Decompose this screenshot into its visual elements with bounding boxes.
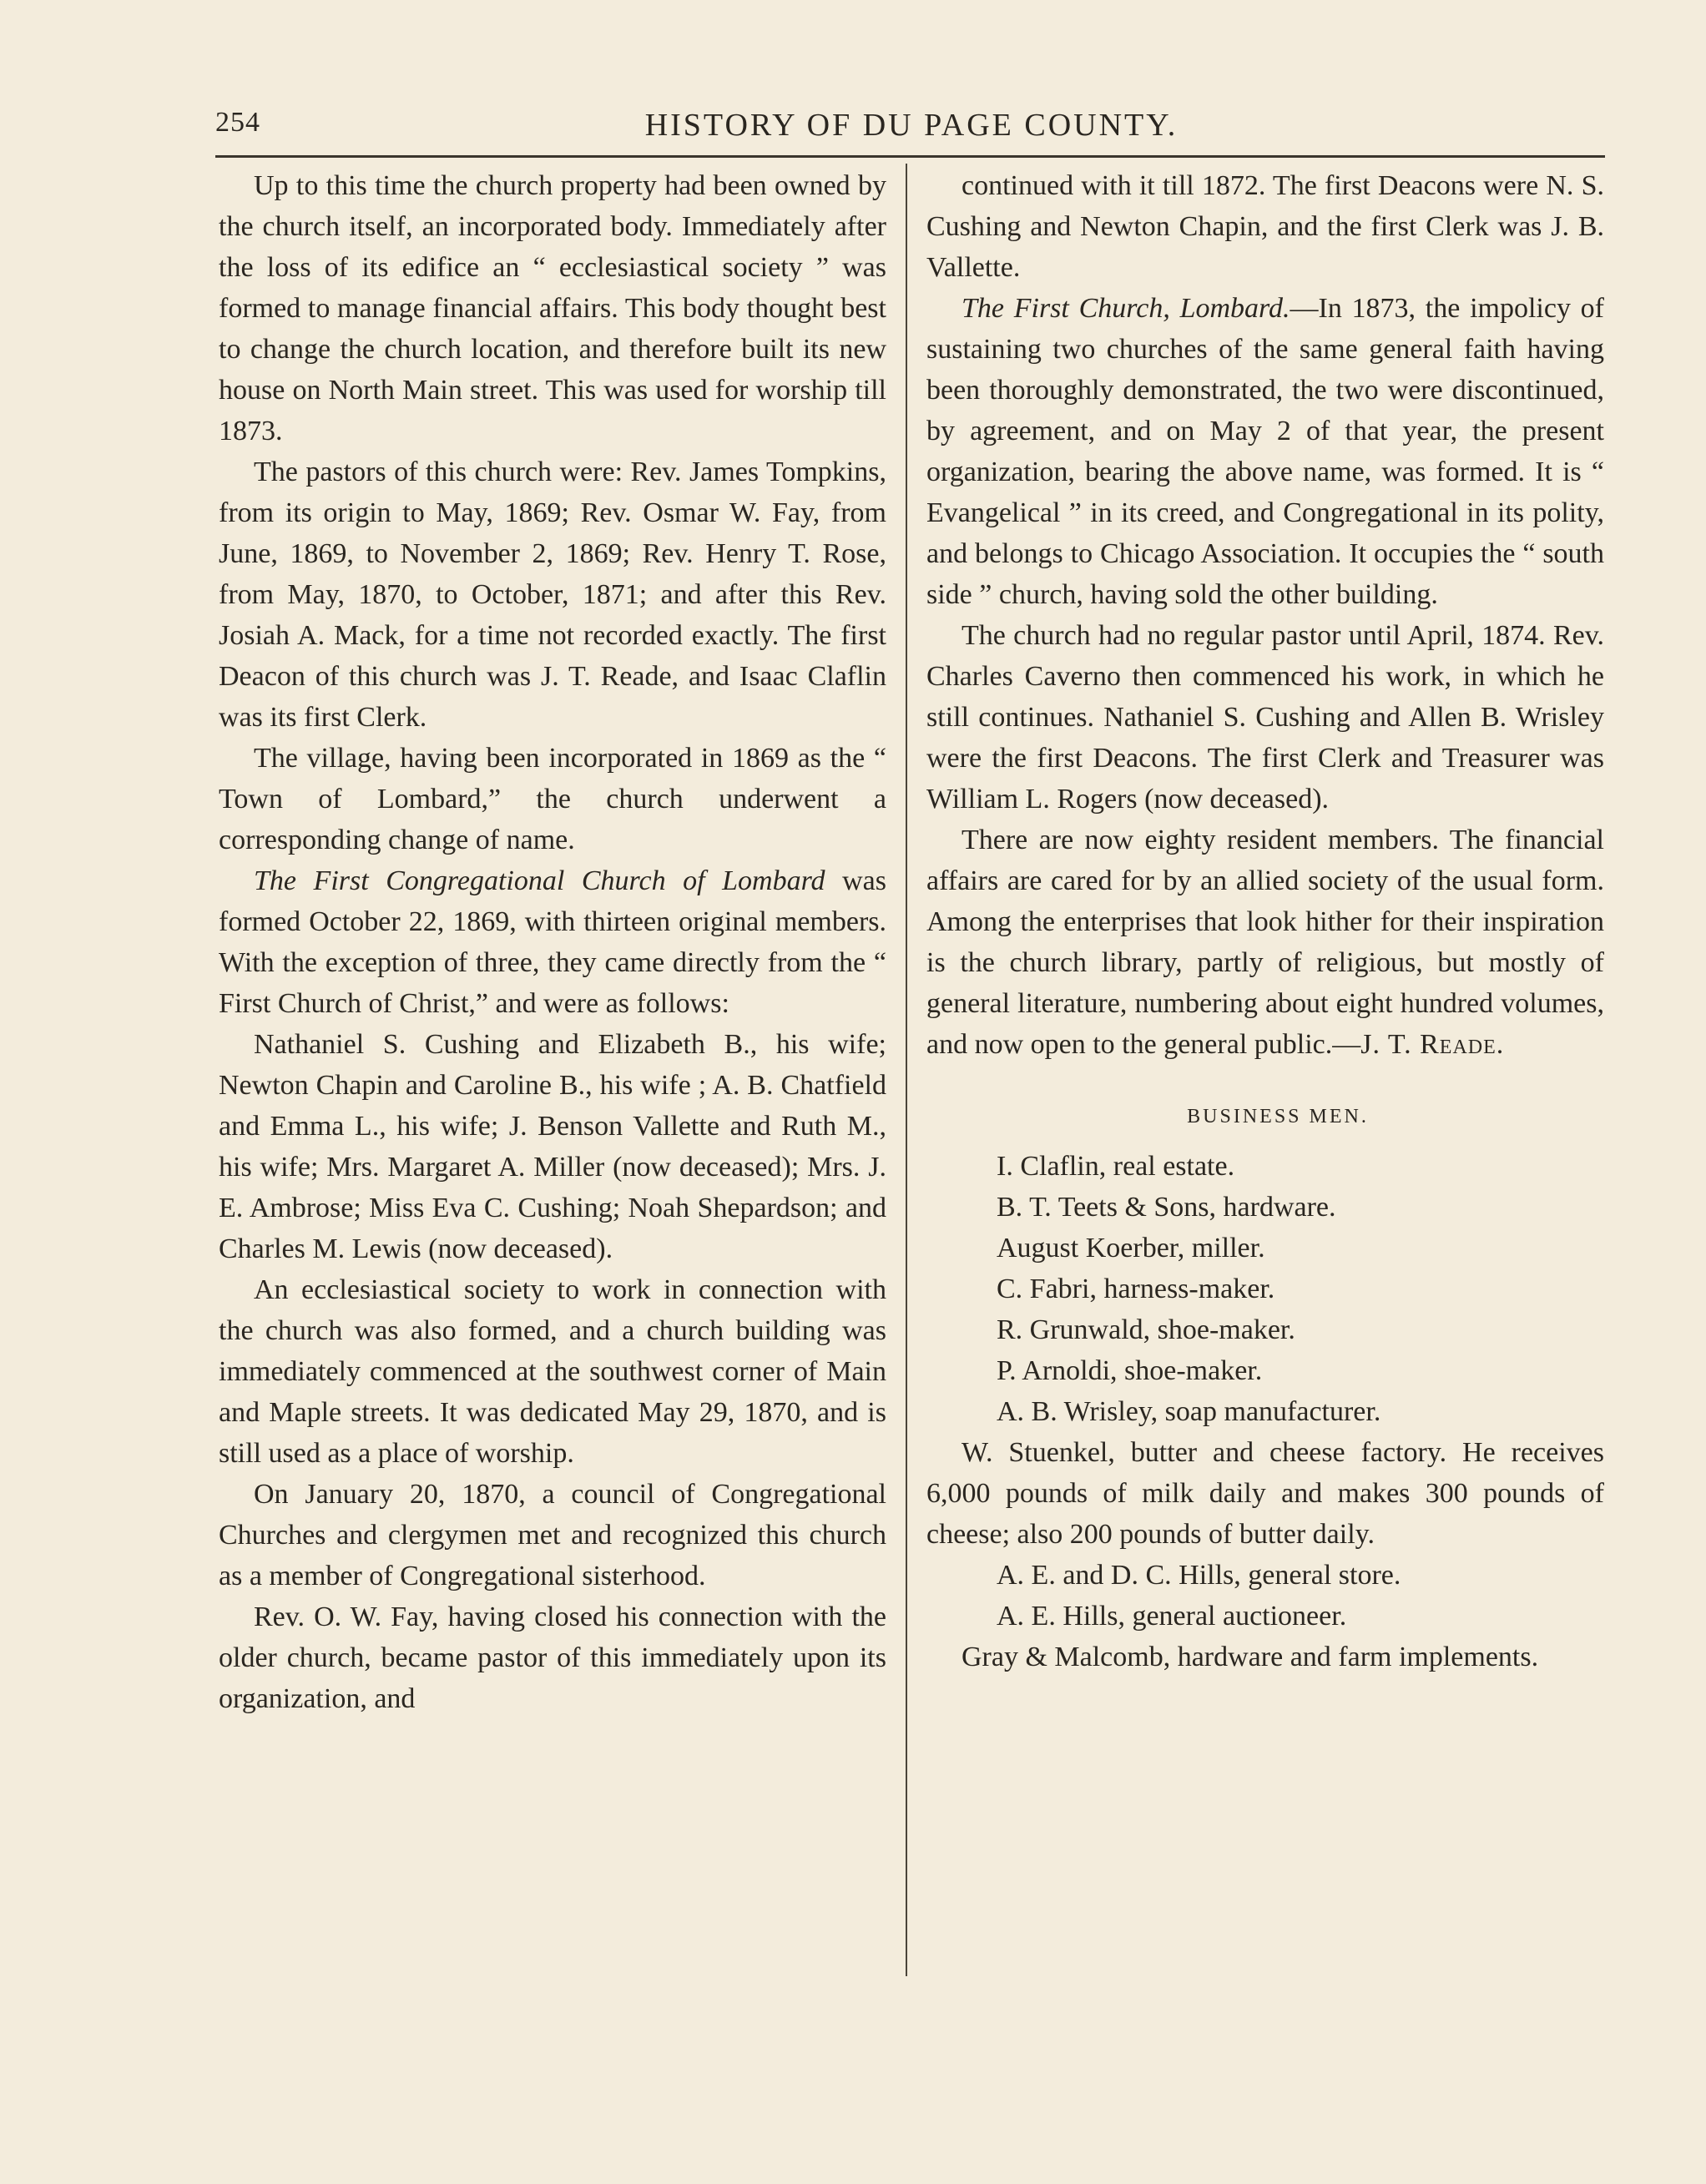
- list-item: A. E. Hills, general auctioneer.: [997, 1601, 1347, 1632]
- list-item: R. Grunwald, shoe-maker.: [997, 1314, 1295, 1345]
- list-item: C. Fabri, harness-maker.: [997, 1274, 1275, 1304]
- paragraph: The church had no regular pastor until April, 1874. Rev. Charles Caverno then commenced his work, in which he still continues. Nathaniel S. Cushing and Allen B. Wrisley were the first Deacons. The first Clerk and Treasurer was William L. Rogers (now deceased).: [926, 620, 1604, 815]
- church-name-italic: The First Church, Lombard.: [962, 293, 1290, 324]
- page-number: 254: [215, 107, 260, 138]
- paragraph: An ecclesiastical society to work in connection with the church was also formed, and a church building was immediately commenced at the southwest corner of Main and Maple streets. It was dedicated May 29, 1870, and is still used as a place of worship.: [219, 1274, 886, 1469]
- left-column: [219, 165, 886, 1719]
- paragraph: Nathaniel S. Cushing and Elizabeth B., his wife; Newton Chapin and Caroline B., his wife ; A. B. Chatfield and Emma L., his wife; J. Benson Vallette and Ruth M., his wife; Mrs. Margaret A. Miller (now deceased); Mrs. J. E. Ambrose; Miss Eva C. Cushing; Noah Shepardson; and Charles M. Lewis (now deceased).: [219, 1029, 886, 1264]
- list-item: Gray & Malcomb, hardware and farm implements.: [962, 1642, 1539, 1672]
- list-item: B. T. Teets & Sons, hardware.: [997, 1192, 1336, 1223]
- list-item: P. Arnoldi, shoe-maker.: [997, 1355, 1263, 1386]
- running-head: HISTORY OF DU PAGE COUNTY.: [644, 108, 1179, 143]
- paragraph-text: was formed October 22, 1869, with thirteen original members. With the exception of three, they came directly from the “ First Church of Christ,” and were as follows:: [219, 865, 886, 1019]
- paragraph: On January 20, 1870, a council of Congregational Churches and clergymen met and recognized this church as a member of Congregational sisterhood.: [219, 1479, 886, 1591]
- church-name-italic: The First Congregational Church of Lombard: [254, 865, 825, 896]
- paragraph: Rev. O. W. Fay, having closed his connection with the older church, became pastor of this immediately upon its organization, and: [219, 1601, 886, 1714]
- list-item: W. Stuenkel, butter and cheese factory. He receives 6,000 pounds of milk daily and makes 300 pounds of cheese; also 200 pounds of butter daily.: [926, 1437, 1604, 1550]
- section-heading: BUSINESS MEN.: [1187, 1106, 1369, 1127]
- list-item: A. E. and D. C. Hills, general store.: [997, 1560, 1401, 1591]
- header-rule: [215, 155, 1605, 158]
- paragraph-text: —In 1873, the impolicy of sustaining two churches of the same general faith having been thoroughly demonstrated, the two were discontinued, by agreement, and on May 2 of that year, the present organization, bearing the above name, was formed. It is “ Evangelical ” in its creed, and Congregational in its polity, and belongs to Chicago Association. It occupies the “ south side ” church, having sold the other building.: [926, 293, 1604, 610]
- paragraph: continued with it till 1872. The first Deacons were N. S. Cushing and Newton Chapin, and the first Clerk was J. B. Vallette.: [926, 170, 1604, 283]
- paragraph: The pastors of this church were: Rev. James Tompkins, from its origin to May, 1869; Rev. Osmar W. Fay, from June, 1869, to November 2, 1869; Rev. Henry T. Rose, from May, 1870, to October, 1871; and after this Rev. Josiah A. Mack, for a time not recorded exactly. The first Deacon of this church was J. T. Reade, and Isaac Claflin was its first Clerk.: [219, 456, 886, 733]
- paragraph: [219, 860, 886, 1024]
- author-signature: J. T. Reade.: [1360, 1029, 1505, 1060]
- paragraph: [926, 820, 1604, 1065]
- column-divider: [906, 164, 907, 1976]
- paragraph: Up to this time the church property had been owned by the church itself, an incorporated body. Immediately after the loss of its edifice an “ ecclesiastical society ” was formed to manage financial affairs. This body thought best to change the church location, and therefore built its new house on North Main street. This was used for worship till 1873.: [219, 170, 886, 446]
- paragraph: The village, having been incorporated in 1869 as the “ Town of Lombard,” the church underwent a corresponding change of name.: [219, 743, 886, 855]
- right-column: [926, 165, 1604, 1677]
- list-item: August Koerber, miller.: [997, 1233, 1265, 1263]
- paragraph: [926, 288, 1604, 615]
- list-item: I. Claflin, real estate.: [997, 1151, 1235, 1182]
- list-item: A. B. Wrisley, soap manufacturer.: [997, 1396, 1381, 1427]
- paragraph-text: There are now eighty resident members. The financial affairs are cared for by an allied society of the usual form. Among the enterprises that look hither for their inspiration is the church library, partly of religious, but mostly of general literature, numbering about eight hundred volumes, and now open to the general public.—: [926, 825, 1604, 1060]
